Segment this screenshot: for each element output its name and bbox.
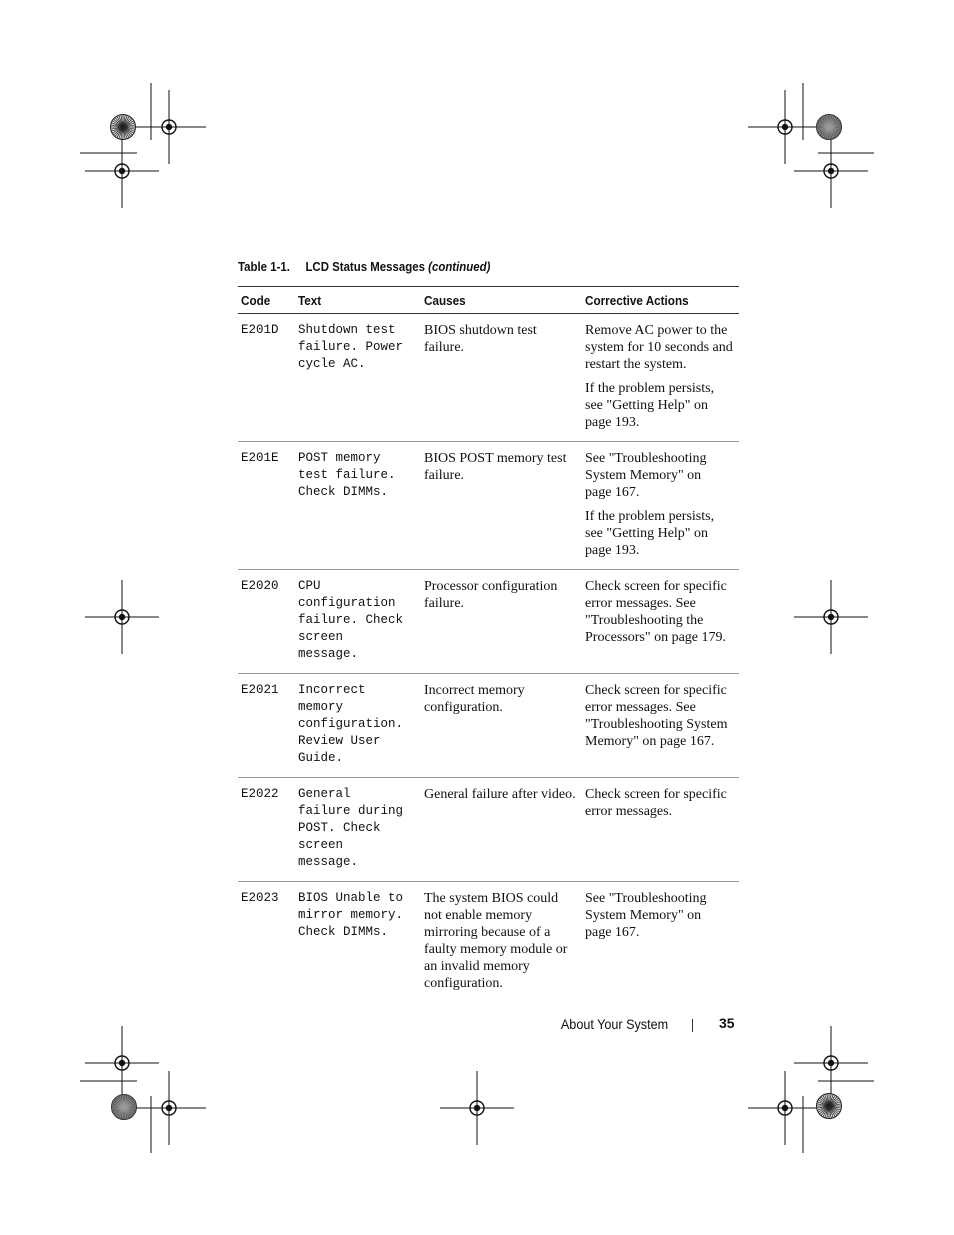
action-paragraph: [585, 786, 736, 820]
cell-corrective-actions: [582, 314, 739, 442]
crosshair-icon: [85, 134, 159, 208]
action-line: Remove AC power to the: [585, 323, 728, 338]
table-row: [238, 570, 739, 674]
lcd-text-line: failure. Power: [298, 340, 404, 354]
cause-line: configuration.: [424, 976, 503, 991]
crosshair-icon: [748, 1071, 822, 1145]
lcd-status-table: [238, 286, 739, 1002]
cause-line: not enable memory: [424, 908, 533, 923]
starburst-icon: [112, 1095, 137, 1120]
action-paragraph: [585, 682, 736, 750]
lcd-text-line: screen: [298, 630, 344, 644]
cell-code: [238, 882, 295, 1003]
cell-text: [295, 882, 421, 1003]
action-line: page 193.: [585, 415, 640, 430]
footer-separator: [692, 1019, 693, 1032]
caption-title: LCD Status Messages: [305, 259, 425, 274]
action-line: page 167.: [585, 485, 640, 500]
action-line: System Memory" on: [585, 908, 702, 923]
cell-causes: [421, 570, 582, 674]
action-line: If the problem persists,: [585, 381, 715, 396]
crosshair-icon: [132, 1071, 206, 1145]
action-line: "Troubleshooting System: [585, 717, 728, 732]
action-line: "Troubleshooting the: [585, 613, 704, 628]
cell-causes: [421, 778, 582, 882]
caption-label: Table 1-1.: [238, 259, 290, 274]
cell-code: [238, 314, 295, 442]
action-line: page 167.: [585, 925, 640, 940]
action-line: error messages. See: [585, 700, 696, 715]
cause-line: Incorrect memory: [424, 683, 525, 698]
cell-corrective-actions: [582, 674, 739, 778]
cause-line: configuration.: [424, 700, 503, 715]
lcd-text-line: message.: [298, 647, 359, 661]
lcd-text-line: POST. Check: [298, 821, 381, 835]
table-row: [238, 314, 739, 442]
starburst-icon: [111, 115, 136, 140]
cell-code: [238, 674, 295, 778]
action-line: See "Troubleshooting: [585, 891, 707, 906]
lcd-text-line: Review User: [298, 734, 381, 748]
cell-causes: [421, 882, 582, 1003]
action-line: see "Getting Help" on: [585, 526, 709, 541]
action-paragraph: [585, 380, 736, 431]
action-line: error messages.: [585, 804, 673, 819]
cause-line: mirroring because of a: [424, 925, 551, 940]
table-row: [238, 442, 739, 570]
lcd-text-line: configuration.: [298, 717, 404, 731]
cell-code: [238, 442, 295, 570]
action-line: Check screen for specific: [585, 683, 727, 698]
crosshair-icon: [794, 580, 868, 654]
lcd-text-line: Incorrect: [298, 683, 366, 697]
lcd-text-line: cycle AC.: [298, 357, 366, 371]
cell-causes: [421, 674, 582, 778]
header-code: Code: [238, 287, 295, 314]
lcd-text-line: mirror memory.: [298, 908, 404, 922]
footer-section-title: About Your System: [560, 1016, 668, 1032]
cell-corrective-actions: [582, 442, 739, 570]
code-value: E2021: [241, 683, 279, 697]
page-footer: [0, 1015, 954, 1035]
action-line: If the problem persists,: [585, 509, 715, 524]
cause-line: faulty memory module or: [424, 942, 568, 957]
lcd-text-line: Guide.: [298, 751, 344, 765]
crosshair-icon: [85, 1026, 159, 1100]
action-line: system for 10 seconds and: [585, 340, 733, 355]
lcd-text-line: Shutdown test: [298, 323, 396, 337]
cause-line: failure.: [424, 340, 465, 355]
lcd-text-line: failure during: [298, 804, 404, 818]
table-row: [238, 882, 739, 1003]
cell-text: [295, 674, 421, 778]
action-paragraph: [585, 578, 736, 646]
lcd-text-line: CPU: [298, 579, 321, 593]
action-paragraph: [585, 450, 736, 501]
crosshair-icon: [794, 134, 868, 208]
page-number: 35: [719, 1015, 735, 1031]
lcd-text-line: configuration: [298, 596, 396, 610]
crosshair-icon: [748, 90, 822, 164]
lcd-text-line: Check DIMMs.: [298, 925, 389, 939]
cell-text: [295, 314, 421, 442]
crosshair-icon: [85, 580, 159, 654]
table-row: [238, 674, 739, 778]
lcd-text-line: test failure.: [298, 468, 396, 482]
header-corrective-actions: Corrective Actions: [582, 287, 739, 314]
action-paragraph: [585, 322, 736, 373]
action-paragraph: [585, 890, 736, 941]
caption-continued: (continued): [428, 259, 491, 274]
action-line: restart the system.: [585, 357, 687, 372]
cell-causes: [421, 314, 582, 442]
cell-code: [238, 570, 295, 674]
table-header-row: [238, 287, 739, 314]
lcd-text-line: memory: [298, 700, 344, 714]
cause-line: Processor configuration: [424, 579, 558, 594]
crosshair-icon: [794, 1026, 868, 1100]
action-paragraph: [585, 508, 736, 559]
action-line: Check screen for specific: [585, 579, 727, 594]
cell-corrective-actions: [582, 778, 739, 882]
code-value: E201E: [241, 451, 279, 465]
action-line: Memory" on page 167.: [585, 734, 715, 749]
cell-text: [295, 442, 421, 570]
cell-causes: [421, 442, 582, 570]
action-line: Processors" on page 179.: [585, 630, 727, 645]
header-causes: Causes: [421, 287, 582, 314]
action-line: see "Getting Help" on: [585, 398, 709, 413]
action-line: System Memory" on: [585, 468, 702, 483]
action-line: Check screen for specific: [585, 787, 727, 802]
crosshair-icon: [132, 90, 206, 164]
starburst-icon: [817, 115, 842, 140]
cell-text: [295, 778, 421, 882]
cause-line: failure.: [424, 596, 465, 611]
code-value: E201D: [241, 323, 279, 337]
lcd-text-line: POST memory: [298, 451, 381, 465]
table-body: [238, 314, 739, 1003]
cause-line: BIOS POST memory test: [424, 451, 567, 466]
cell-code: [238, 778, 295, 882]
starburst-icon: [817, 1094, 842, 1119]
cause-line: BIOS shutdown test: [424, 323, 537, 338]
crosshair-icon: [440, 1071, 514, 1145]
cell-text: [295, 570, 421, 674]
lcd-text-line: Check DIMMs.: [298, 485, 389, 499]
cause-line: an invalid memory: [424, 959, 530, 974]
header-text: Text: [295, 287, 421, 314]
table-row: [238, 778, 739, 882]
code-value: E2022: [241, 787, 279, 801]
action-line: error messages. See: [585, 596, 696, 611]
lcd-text-line: BIOS Unable to: [298, 891, 404, 905]
table-caption: [238, 259, 490, 274]
cell-corrective-actions: [582, 570, 739, 674]
cause-line: The system BIOS could: [424, 891, 559, 906]
action-line: See "Troubleshooting: [585, 451, 707, 466]
cause-line: failure.: [424, 468, 465, 483]
lcd-text-line: message.: [298, 855, 359, 869]
cell-corrective-actions: [582, 882, 739, 1003]
lcd-text-line: screen: [298, 838, 344, 852]
code-value: E2023: [241, 891, 279, 905]
action-line: page 193.: [585, 543, 640, 558]
cause-line: General failure after video.: [424, 787, 576, 802]
lcd-text-line: failure. Check: [298, 613, 404, 627]
lcd-text-line: General: [298, 787, 351, 801]
code-value: E2020: [241, 579, 279, 593]
